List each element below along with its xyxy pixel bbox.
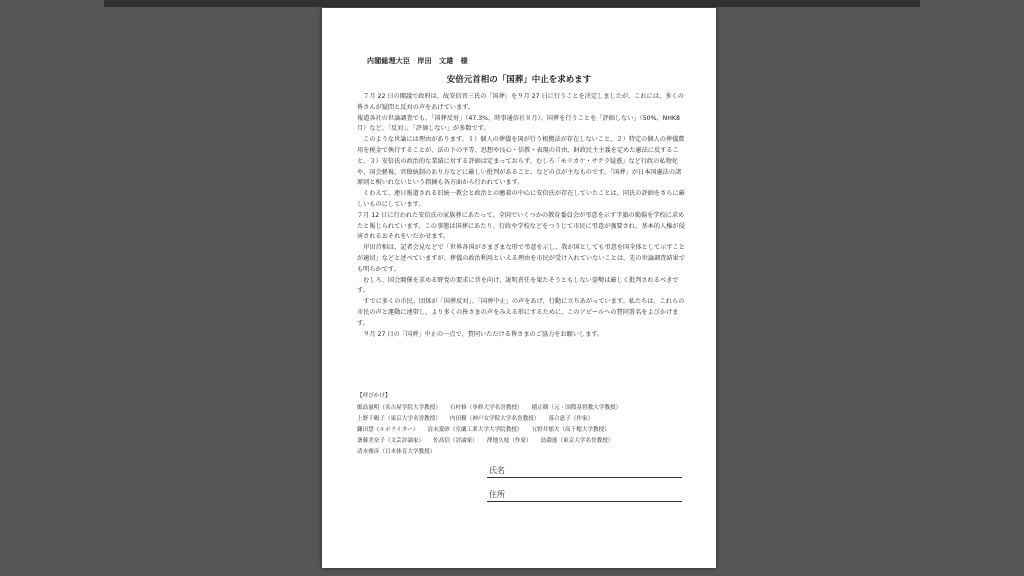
callers-row — [357, 425, 687, 436]
callers-row — [357, 403, 687, 414]
caller-name: 斎藤美奈子（文芸評論家） — [357, 438, 425, 444]
caller-name: 鎌田慧（ルポライター） — [357, 427, 419, 433]
callers-row — [357, 436, 687, 447]
callers-list — [357, 391, 687, 458]
caller-name: 内田樹（神戸女学院大学名誉教授） — [449, 416, 540, 422]
paragraph: 報道各社の世論調査でも、「国葬反対」（47.3%、時事通信社８月）、国葬を行うことを「評価しない」（50%、NHK8 月）など、「反対」、「評価しない」が多数です。 — [357, 114, 680, 133]
caller-name: 五野井郁夫（高千穂大学教授） — [531, 427, 610, 433]
paragraph: 岸田首相は、記者会見などで「世界各国がさまざまな形で弔意を示し、我が国としても弔意を国全体として示すことが適切」などと述べていますが、葬儀の政治利用といえる理由を市民が受け入れていないことは、先の世論調査結果でも明らかです。 — [357, 244, 685, 273]
caller-name: 飯島滋明（名古屋学院大学教授） — [357, 405, 441, 411]
callers-row — [357, 447, 687, 458]
address-signature-line[interactable] — [487, 489, 682, 502]
caller-name: 落合恵子（作家） — [548, 416, 594, 422]
paragraph: むしろ、国会開催を求める野党の要求に背を向け、説明責任を果たそうともしない姿勢は厳しく批判されるべきです。 — [357, 276, 679, 295]
callers-row — [357, 414, 687, 425]
document-page — [322, 8, 716, 568]
name-signature-line[interactable] — [487, 465, 682, 478]
caller-name: 稲正樹（元・国際基督教大学教授） — [531, 405, 622, 411]
caller-name: 上野千鶴子（東京大学名誉教授） — [357, 416, 441, 422]
paragraph: くわえて、連日報道される旧統一教会と政治との癒着の中心に安倍氏が存在していたことは、同氏の評価をさらに厳しいものにしています。 — [357, 190, 685, 208]
caller-name: 清水雅彦（日本体育大学教授） — [357, 449, 436, 455]
address-label: 住所 — [489, 490, 505, 499]
caller-name: 石村修（専修大学名誉教授） — [449, 405, 523, 411]
caller-name: 佐高信（評論家） — [433, 438, 478, 444]
paragraph: すでに多くの市民、団体が「国葬反対」、「国葬中止」の声をあげ、行動に立ちあがっています。私たちは、これらの市民の声と運動に連帯し、より多くの皆さまの声をみえる形にするために、このアピールへの賛同署名をよびかけます。 — [357, 298, 685, 327]
document-body — [357, 92, 685, 340]
paragraph: ７月 22 日の閣議で政府は、故安倍晋三氏の「国葬」を９月 27 日に行うことを決定しましたが、これには、多くの皆さんが疑問と反対の声をあげています。 — [357, 93, 684, 111]
caller-name: 澤地久枝（作家） — [486, 438, 532, 444]
callers-heading: 【呼びかけ】 — [357, 393, 391, 399]
paragraph: ７月 12 日に行われた安倍氏の家族葬にあたって、全国でいくつかの教育委員会が弔意を示す半旗の掲揚を学校に求めたと報じられています。この事態は国葬にあたり、行政や学校などをつうじて市民に弔意が強要され、基本的人権が侵害されるおそれをいだかせます。 — [357, 211, 685, 241]
viewer-top-bar — [104, 0, 920, 7]
name-label: 氏名 — [489, 466, 505, 475]
paragraph: ９月 27 日の「国葬」中止の一点で、賛同いただける皆さまのご協力をお願いします。 — [357, 330, 604, 338]
document-title: 安倍元首相の「国葬」中止を求めます — [446, 75, 592, 85]
caller-name: 島薗進（東京大学名誉教授） — [540, 438, 614, 444]
addressee: 内閣総理大臣 岸田 文雄 様 — [367, 57, 468, 65]
caller-name: 清末愛砂（室蘭工業大学大学院教授） — [427, 427, 523, 433]
paragraph: このような世論には理由があります。１）個人の葬儀を国が行う根拠法が存在しないこと、２）特定の個人の葬儀費用を税金で執行することが、法の下の平等、思想や良心・信教・表現の自由、財政民主主義を定めた憲法に反すること、３）安倍氏の政治的な業績に対する評価は定まっておらず、むしろ「モリカケ・サクラ疑惑」など行政の私物化や、国会軽視、官僚統制のあり方などに厳しい批判があること、などの点が主なものです。「国葬」が日本国憲法の諸原則と相いれないという指摘も各方面から行われています。 — [357, 136, 685, 187]
